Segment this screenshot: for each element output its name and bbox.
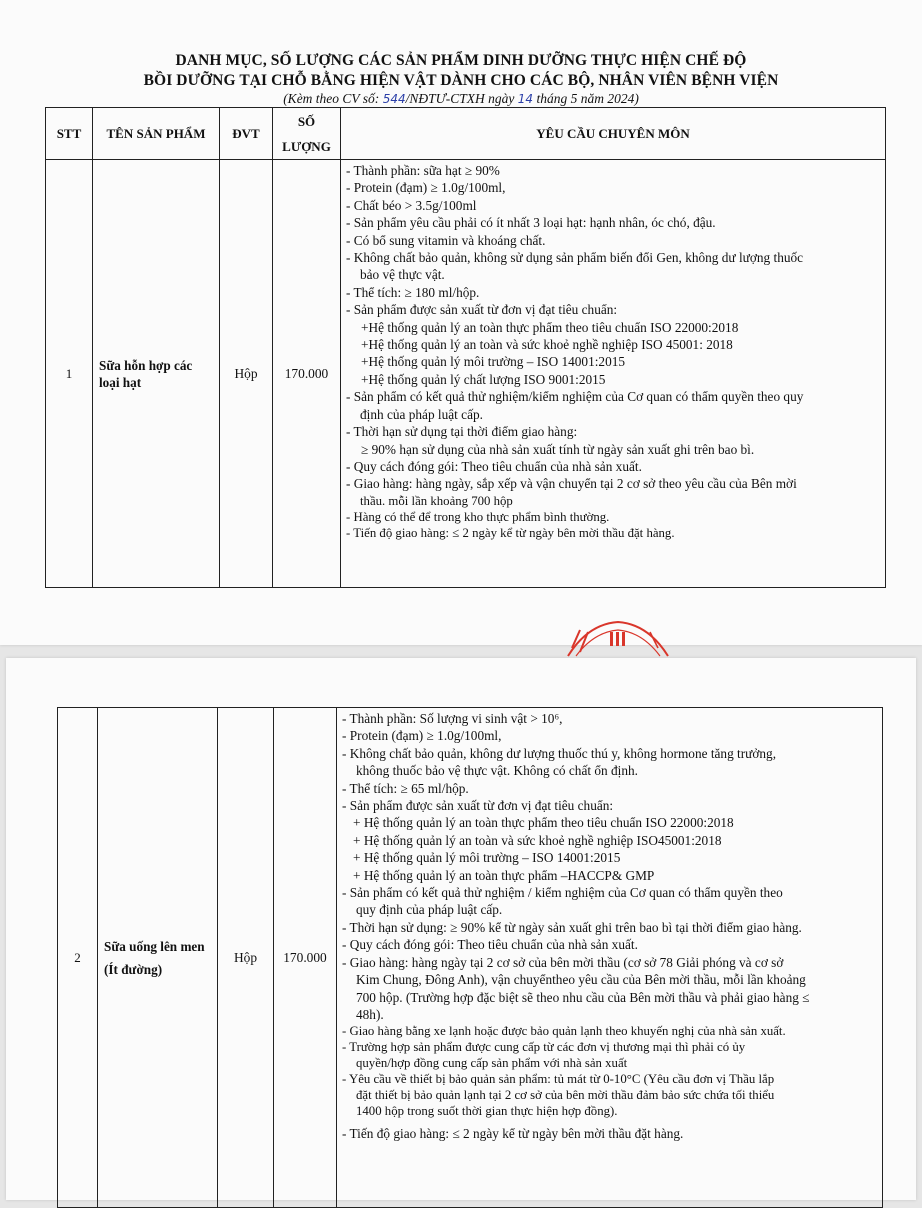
req-line: - Giao hàng bằng xe lạnh hoặc được bảo quản lạnh theo khuyến nghị của nhà sản xuất. [342, 1024, 786, 1039]
product-name-line1: Sữa uống lên men [104, 938, 205, 954]
req-line: - Thành phần: Số lượng vi sinh vật > 10⁶, [342, 711, 563, 726]
header-quantity [273, 108, 341, 160]
header-quantity-line2: LƯỢNG [282, 138, 331, 154]
req-line: - Giao hàng: hàng ngày tại 2 cơ sở của bên mời thầu (cơ sở 78 Giải phóng và cơ sở [342, 954, 784, 970]
header-unit: ĐVT [220, 108, 273, 160]
official-stamp-image [558, 618, 678, 658]
req-line: - Thành phần: sữa hạt ≥ 90% [346, 163, 500, 178]
row-quantity: 170.000 [273, 160, 341, 588]
req-line: - Không chất bảo quản, không dư lượng thuốc thú y, không hormone tăng trưởng, [342, 745, 777, 761]
req-line: +Hệ thống quản lý chất lượng ISO 9001:2015 [361, 371, 606, 387]
row-unit: Hộp [218, 708, 274, 1208]
table-row [58, 708, 883, 1208]
req-line: +Hệ thống quản lý môi trường – ISO 14001:2015 [361, 354, 626, 370]
req-line: - Giao hàng: hàng ngày, sắp xếp và vận chuyển tại 2 cơ sở theo yêu cầu của Bên mời [346, 476, 797, 492]
row-product-name [98, 708, 218, 1208]
table-header-row [46, 108, 886, 160]
doc-title-line2: BỒI DƯỠNG TẠI CHỖ BẰNG HIỆN VẬT DÀNH CHO CÁC BỘ, NHÂN VIÊN BỆNH VIỆN [143, 72, 779, 89]
spec-table-page-1 [45, 107, 886, 588]
row-stt: 2 [58, 708, 98, 1208]
req-line: - Không chất bảo quản, không sử dụng sản phẩm biến đổi Gen, không dư lượng thuốc [346, 250, 804, 266]
req-line: - Sản phẩm yêu cầu phải có ít nhất 3 loại hạt: hạnh nhân, óc chó, đậu. [346, 215, 716, 231]
req-line: - Thể tích: ≥ 65 ml/hộp. [342, 780, 469, 796]
header-product-name: TÊN SẢN PHẨM [93, 108, 220, 160]
req-line: + Hệ thống quản lý an toàn thực phẩm –HACCP& GMP [353, 867, 655, 883]
row-product-name [93, 160, 220, 588]
req-line: - Sản phẩm có kết quả thử nghiệm/kiểm nghiệm của Cơ quan có thẩm quyền theo quy [346, 389, 804, 405]
req-line: - Yêu cầu về thiết bị bảo quản sản phẩm: tủ mát từ 0-10°C (Yêu cầu đơn vị Thầu lắp [342, 1072, 775, 1087]
req-line: +Hệ thống quản lý an toàn và sức khoẻ nghề nghiệp ISO 45001: 2018 [361, 337, 733, 353]
req-line: 700 hộp. (Trường hợp đặc biệt sẽ theo nhu cầu của Bên mời thầu và phải giao hàng ≤ [356, 989, 810, 1005]
req-line: 1400 hộp trong suốt thời gian thực hiện hợp đồng). [356, 1104, 618, 1119]
subtitle-middle: /NĐTƯ-CTXH ngày [405, 91, 518, 106]
req-line: - Thời hạn sử dụng: ≥ 90% kể từ ngày sản xuất ghi trên bao bì tại thời điểm giao hàng. [342, 919, 802, 935]
row-requirements [337, 708, 883, 1208]
table-row [46, 160, 886, 588]
doc-subtitle [0, 91, 922, 107]
row-requirements [341, 160, 886, 588]
req-line: - Quy cách đóng gói: Theo tiêu chuẩn của nhà sản xuất. [346, 458, 642, 474]
req-line: không thuốc bảo vệ thực vật. Không có chất ổn định. [356, 763, 638, 779]
spec-table-page-2 [57, 707, 883, 1208]
row-stt: 1 [46, 160, 93, 588]
header-stt: STT [46, 108, 93, 160]
doc-title-line1: DANH MỤC, SỐ LƯỢNG CÁC SẢN PHẨM DINH DƯỠNG THỰC HIỆN CHẾ ĐỘ [175, 52, 747, 69]
product-name-line2: (Ít đường) [104, 961, 163, 977]
req-line: - Có bổ sung vitamin và khoáng chất. [346, 232, 546, 248]
req-line: 48h). [356, 1006, 384, 1022]
req-line: - Sản phẩm được sản xuất từ đơn vị đạt tiêu chuẩn: [346, 302, 618, 318]
req-line: - Quy cách đóng gói: Theo tiêu chuẩn của nhà sản xuất. [342, 937, 638, 953]
req-line: quy định của pháp luật cấp. [356, 902, 503, 918]
subtitle-suffix: tháng 5 năm 2024) [533, 91, 639, 106]
req-line: - Tiến độ giao hàng: ≤ 2 ngày kể từ ngày bên mời thầu đặt hàng. [342, 1126, 684, 1142]
req-line: - Hàng có thể để trong kho thực phẩm bình thường. [346, 509, 610, 524]
req-line: ≥ 90% hạn sử dụng của nhà sản xuất tính từ ngày sản xuất ghi trên bao bì. [361, 441, 755, 457]
subtitle-prefix: (Kèm theo CV số: [283, 91, 383, 106]
req-line: - Protein (đạm) ≥ 1.0g/100ml, [342, 728, 502, 744]
handwritten-day: 14 [517, 92, 534, 106]
row-quantity: 170.000 [274, 708, 337, 1208]
handwritten-doc-number: 544 [382, 92, 406, 106]
req-line: Kim Chung, Đông Anh), vận chuyểntheo yêu cầu của Bên mời thầu, mỗi lần khoảng [356, 972, 806, 988]
req-line: + Hệ thống quản lý an toàn và sức khoẻ nghề nghiệp ISO45001:2018 [353, 832, 722, 848]
req-line: - Tiến độ giao hàng: ≤ 2 ngày kể từ ngày bên mời thầu đặt hàng. [346, 525, 675, 540]
req-line: - Sản phẩm được sản xuất từ đơn vị đạt tiêu chuẩn: [342, 798, 614, 814]
req-line: quyền/hợp đồng cung cấp sản phẩm với nhà sản xuất [356, 1056, 628, 1071]
row-unit: Hộp [220, 160, 273, 588]
header-requirements: YÊU CẦU CHUYÊN MÔN [341, 108, 886, 160]
req-line: bảo vệ thực vật. [360, 267, 445, 283]
req-line: thầu. mỗi lần khoảng 700 hộp [360, 493, 513, 508]
product-name-line2: loại hạt [99, 374, 142, 390]
req-line: + Hệ thống quản lý môi trường – ISO 14001:2015 [353, 850, 621, 866]
req-line: - Chất béo > 3.5g/100ml [346, 197, 477, 213]
req-line: định của pháp luật cấp. [360, 406, 483, 422]
req-line: - Thể tích: ≥ 180 ml/hộp. [346, 284, 480, 300]
req-line: đặt thiết bị bảo quản lạnh tại 2 cơ sở của bên mời thầu đảm bảo sức chứa tối thiểu [356, 1088, 775, 1103]
req-line: +Hệ thống quản lý an toàn thực phẩm theo tiêu chuẩn ISO 22000:2018 [361, 319, 739, 335]
req-line: - Thời hạn sử dụng tại thời điểm giao hàng: [346, 424, 578, 440]
document-page-2 [6, 658, 916, 1200]
header-quantity-line1: SỐ [297, 113, 316, 129]
req-line: + Hệ thống quản lý an toàn thực phẩm theo tiêu chuẩn ISO 22000:2018 [353, 815, 734, 831]
req-line: - Sản phẩm có kết quả thử nghiệm / kiểm nghiệm của Cơ quan có thẩm quyền theo [342, 885, 783, 901]
req-line: - Trường hợp sản phẩm được cung cấp từ các đơn vị thương mại thì phải có ủy [342, 1040, 746, 1055]
req-line: - Protein (đạm) ≥ 1.0g/100ml, [346, 180, 506, 196]
product-name-line1: Sữa hỗn hợp các [99, 357, 193, 373]
